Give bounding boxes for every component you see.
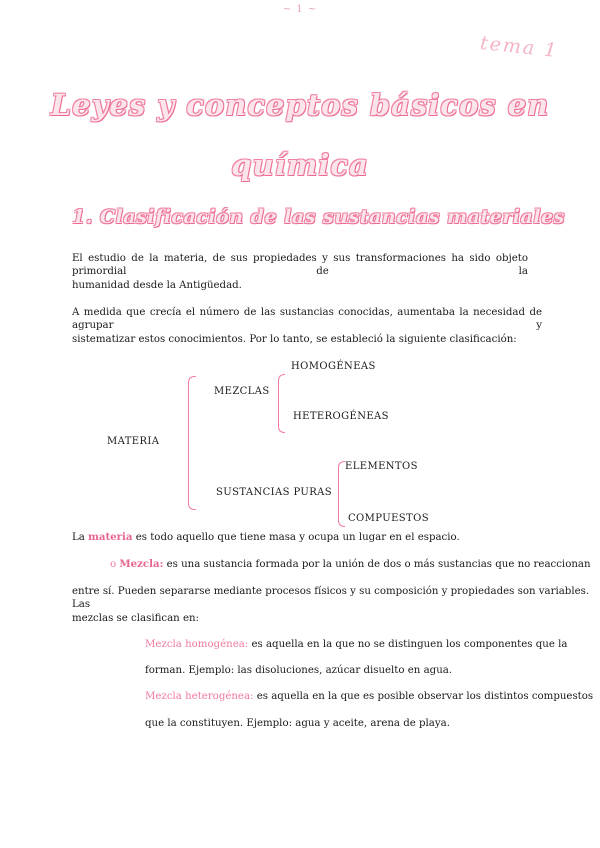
def-heterogenea-line2: que la constituyen. Ejemplo: agua y aceite, arena de playa.	[145, 718, 450, 729]
def-mezcla-line2: entre sí. Pueden separarse mediante procesos físicos y su composición y propiedades son variables. Las	[72, 586, 590, 610]
para1-line2: humanidad desde la Antigüedad.	[72, 280, 242, 291]
def-heterogenea-line1: Mezcla heterogénea: es aquella en la que es posible observar los distintos compuestos	[145, 691, 594, 702]
def-mezcla-line1: o Mezcla: es una sustancia formada por la unión de dos o más sustancias que no reaccionan	[110, 558, 591, 570]
para2-line2: sistematizar estos conocimientos. Por lo tanto, se estableció la siguiente clasificación:	[72, 334, 517, 345]
term-materia: materia	[88, 531, 133, 543]
def-homogenea-line2: forman. Ejemplo: las disoluciones, azúcar disuelto en agua.	[145, 665, 453, 676]
diagram-sustancias-puras: SUSTANCIAS PURAS	[216, 487, 333, 498]
page-number: ~ 1 ~	[282, 4, 318, 15]
def-materia: La materia es todo aquello que tiene masa y ocupa un lugar en el espacio.	[72, 531, 460, 543]
term-mezcla: Mezcla:	[119, 558, 164, 570]
para2-line1: A medida que crecía el número de las sustancias conocidas, aumentaba la necesidad de agrupar y	[72, 307, 542, 331]
bracket-sustancias	[338, 461, 345, 527]
def-homogenea-line1: Mezcla homogénea: es aquella en la que no se distinguen los componentes que la	[145, 639, 568, 650]
bracket-mezclas	[278, 374, 285, 433]
bracket-materia	[188, 376, 196, 510]
tema-label: tema 1	[479, 31, 560, 63]
diagram-elementos: ELEMENTOS	[345, 461, 418, 472]
diagram-mezclas: MEZCLAS	[214, 386, 270, 397]
para1-line1: El estudio de la materia, de sus propiedades y sus transformaciones ha sido objeto primordial de la	[72, 253, 528, 277]
section-heading: 1. Clasificación de las sustancias materiales	[72, 206, 565, 228]
diagram-compuestos: COMPUESTOS	[348, 513, 429, 524]
term-mezcla-homogenea: Mezcla homogénea:	[145, 639, 249, 650]
def-mezcla-line3: mezclas se clasifican en:	[72, 613, 199, 624]
bullet-icon: o	[110, 559, 120, 570]
diagram-homogeneas: HOMOGÉNEAS	[291, 361, 376, 372]
page-title-line2: química	[231, 148, 369, 182]
diagram-materia: MATERIA	[107, 436, 160, 447]
diagram-heterogeneas: HETEROGÉNEAS	[293, 411, 389, 422]
page-title-line1: Leyes y conceptos básicos en	[50, 88, 550, 122]
term-mezcla-heterogenea: Mezcla heterogénea:	[145, 691, 254, 702]
